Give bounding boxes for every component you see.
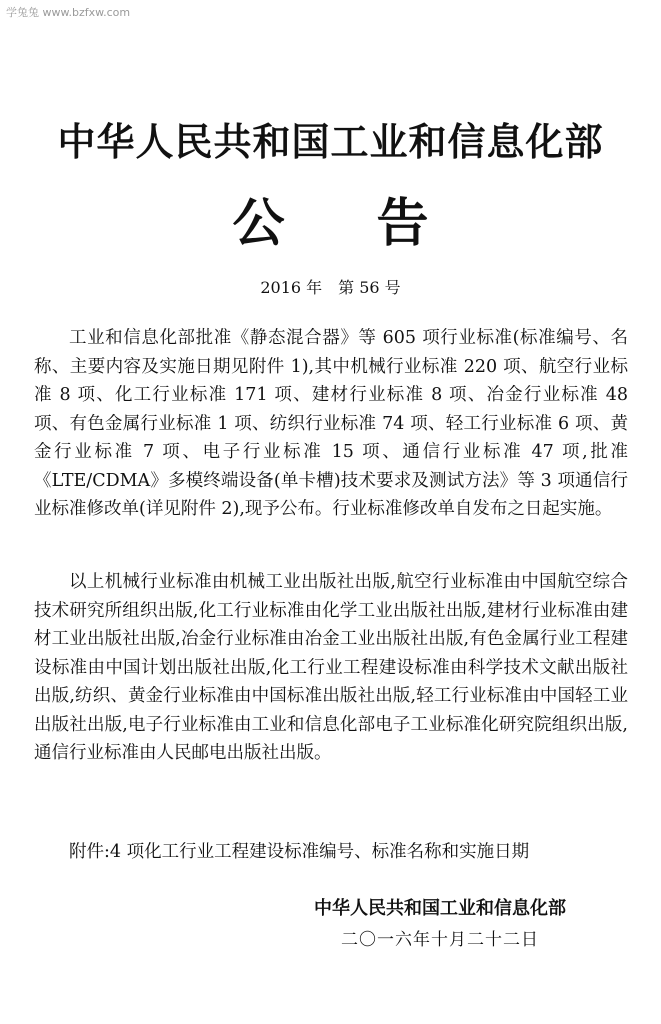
attachment-note: 附件:4 项化工行业工程建设标准编号、标准名称和实施日期	[69, 842, 530, 862]
signer-name: 中华人民共和国工业和信息化部	[314, 898, 566, 919]
announcement-title: 公告	[232, 194, 521, 254]
ministry-title: 中华人民共和国工业和信息化部	[57, 120, 604, 164]
body-paragraph-2: 以上机械行业标准由机械工业出版社出版,航空行业标准由中国航空综合技术研究所组织出版,化工行业标准由化学工业出版社出版,建材行业标准由建材工业出版社出版,冶金行业标准由冶金工业出版社出版,有色金属行业工程建设标准由中国计划出版社出版,化工行业工程建设标准由科学技术文献出版社出版,纺织、黄金行业标准由中国标准出版社出版,轻工行业标准由中国轻工业出版社出版,电子行业标准由工业和信息化部电子工业标准化研究院组织出版,通信行业标准由人民邮电出版社出版。	[34, 572, 628, 763]
issue-number: 2016 年 第 56 号	[260, 278, 401, 297]
issue-date: 二〇一六年十月二十二日	[341, 930, 539, 950]
watermark-text: 学兔兔 www.bzfxw.com	[6, 6, 131, 19]
body-paragraph-1: 工业和信息化部批准《静态混合器》等 605 项行业标准(标准编号、名称、主要内容及实施日期见附件 1),其中机械行业标准 220 项、航空行业标准 8 项、化工行业标准 171 项、建材行业标准 8 项、冶金行业标准 48 项、有色金属行业标准 1 项、纺织行业标准 74 项、轻工行业标准 6 项、黄金行业标准 7 项、电子行业标准 15 项、通信行业标准 47 项,批准《LTE/CDMA》多模终端设备(单卡槽)技术要求及测试方法》等 3 项通信行业标准修改单(详见附件 2),现予公布。行业标准修改单自发布之日起实施。	[34, 328, 628, 519]
